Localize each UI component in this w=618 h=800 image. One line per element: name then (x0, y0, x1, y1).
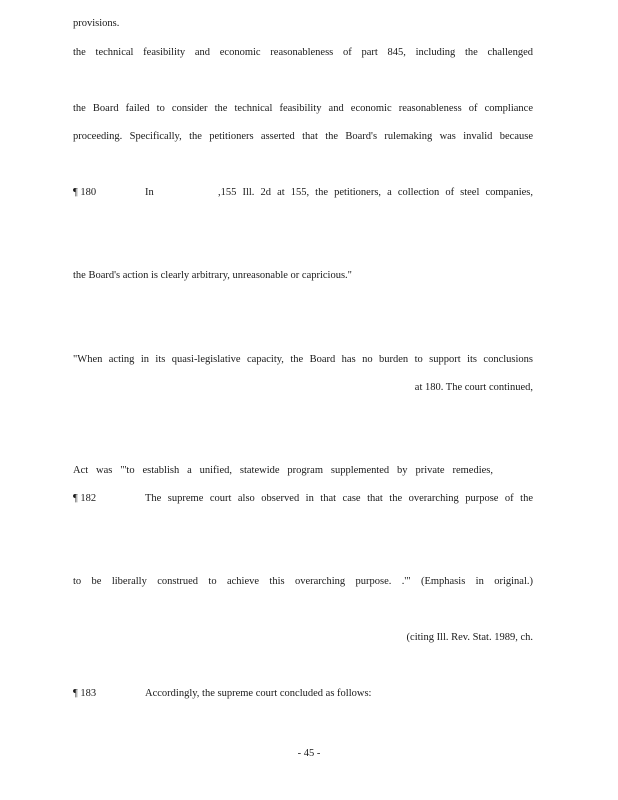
paragraph-number: ¶ 182 (73, 493, 97, 504)
paragraph-number: ¶ 180 (73, 187, 97, 198)
text-line: "When acting in its quasi-legislative capacity, the Board has no burden to support its conclusions (73, 354, 533, 365)
text-line: the Board failed to consider the technical feasibility and economic reasonableness of compliance (73, 103, 533, 114)
text-line: proceeding. Specifically, the petitioners asserted that the Board's rulemaking was invalid because (73, 131, 533, 142)
paragraph-number: ¶ 183 (73, 688, 97, 699)
page-number: - 45 - (297, 748, 321, 759)
text-line: the technical feasibility and economic reasonableness of part 845, including the challenged (73, 47, 533, 58)
text-line: provisions. (73, 18, 120, 29)
text-line: (citing Ill. Rev. Stat. 1989, ch. (406, 632, 533, 643)
text-line: at 180. The court continued, (414, 382, 533, 393)
text-line: Accordingly, the supreme court concluded as follows: (145, 688, 372, 699)
text-line: to be liberally construed to achieve this overarching purpose. .'" (Emphasis in original.) (73, 576, 533, 587)
text-line: the Board's action is clearly arbitrary, unreasonable or capricious." (73, 270, 352, 281)
text-line: The supreme court also observed in that case that the overarching purpose of the (145, 493, 533, 504)
text-line: ,155 Ill. 2d at 155, the petitioners, a collection of steel companies, (218, 187, 533, 198)
text-line: In (145, 187, 154, 198)
text-line: Act was "'to establish a unified, statewide program supplemented by private remedies, (73, 465, 493, 476)
